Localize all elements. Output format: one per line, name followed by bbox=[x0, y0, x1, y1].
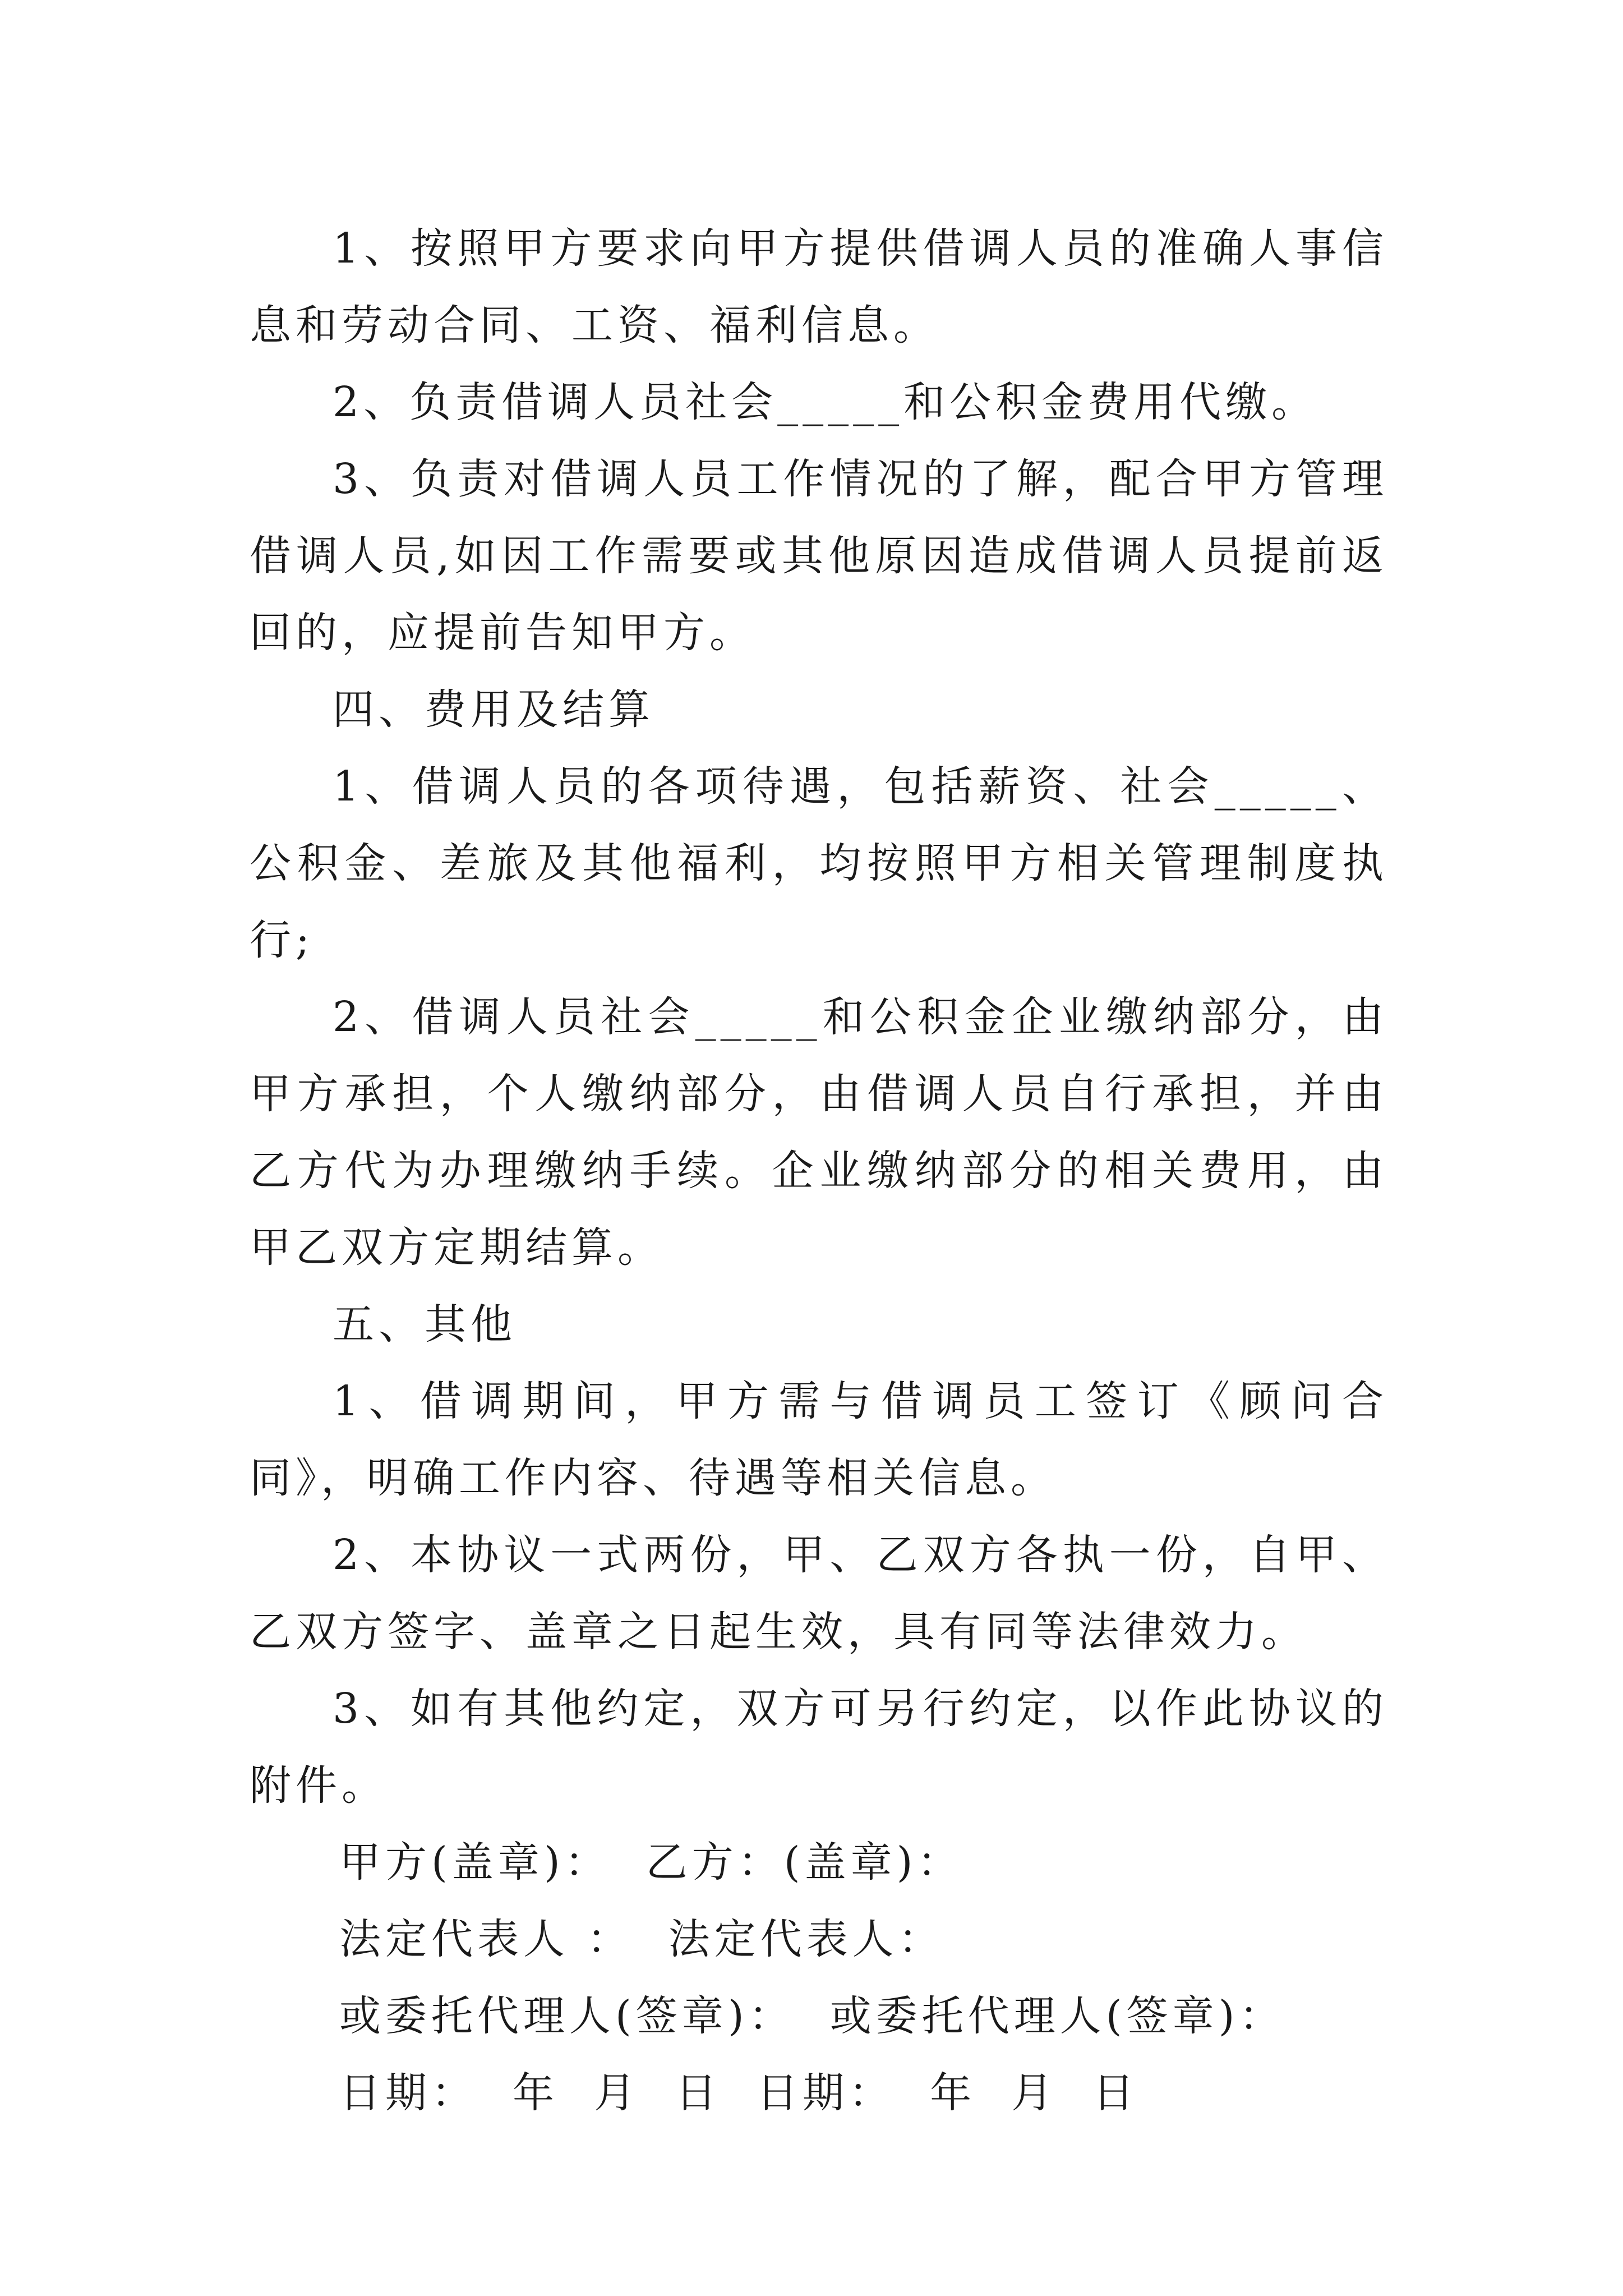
section-heading-fees: 四、费用及结算 bbox=[333, 685, 654, 734]
signature-agent-line: 或委托代理人(签章)： 或委托代理人(签章)： bbox=[339, 1992, 1285, 2040]
clause-3-management: 3、负责对借调人员工作情况的了解，配合甲方管理借调人员,如因工作需要或其他原因造成借调人员提前返回的，应提前告知甲方。 bbox=[250, 455, 1388, 657]
fees-clause-1: 1、借调人员的各项待遇，包括薪资、社会_____、公积金、差旅及其他福利，均按照甲方相关管理制度执行; bbox=[250, 762, 1388, 964]
signature-seal-line: 甲方(盖章)： 乙方：(盖章)： bbox=[339, 1838, 963, 1887]
signature-block bbox=[250, 1824, 1388, 2132]
other-clause-1: 1、借调期间，甲方需与借调员工签订《顾问合同》，明确工作内容、待遇等相关信息。 bbox=[250, 1377, 1388, 1502]
other-clause-3: 3、如有其他约定，双方可另行约定，以作此协议的附件。 bbox=[250, 1685, 1388, 1810]
clause-2-insurance: 2、负责借调人员社会_____和公积金费用代缴。 bbox=[333, 378, 1318, 426]
fees-clause-2: 2、借调人员社会_____和公积金企业缴纳部分，由甲方承担，个人缴纳部分，由借调人员自行承担，并由乙方代为办理缴纳手续。企业缴纳部分的相关费用，由甲乙双方定期结算。 bbox=[250, 993, 1388, 1272]
document-body bbox=[250, 210, 1388, 2132]
other-clause-2: 2、本协议一式两份，甲、乙双方各执一份，自甲、乙双方签字、盖章之日起生效，具有同等法律效力。 bbox=[250, 1531, 1388, 1656]
signature-rep-line: 法定代表人 ： 法定代表人： bbox=[339, 1915, 944, 1963]
signature-date-line: 日期： 年 月 日 日期： 年 月 日 bbox=[339, 2069, 1139, 2117]
clause-1-info: 1、按照甲方要求向甲方提供借调人员的准确人事信息和劳动合同、工资、福利信息。 bbox=[250, 224, 1388, 349]
section-heading-other: 五、其他 bbox=[333, 1300, 517, 1349]
